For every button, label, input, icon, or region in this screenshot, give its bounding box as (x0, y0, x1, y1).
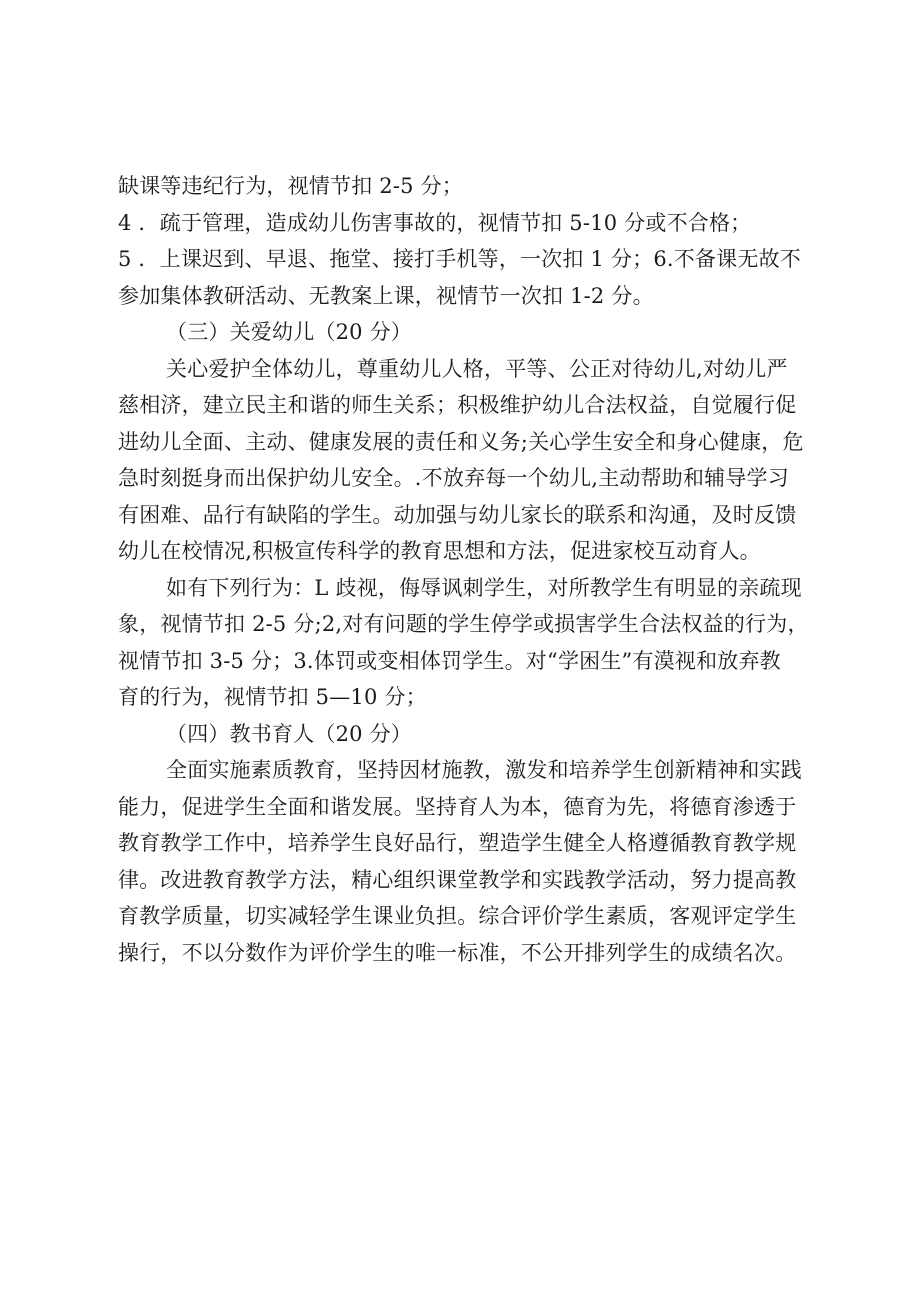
text-line: 如有下列行为：L 歧视，侮辱讽刺学生，对所教学生有明显的亲疏现 (166, 575, 802, 600)
text-line: 全面实施素质教育，坚持因材施教，激发和培养学生创新精神和实践 (166, 758, 802, 782)
text-line: 有困难、品行有缺陷的学生。动加强与幼儿家长的联系和沟通，及时反馈 (118, 502, 797, 527)
care-penalty-paragraph (118, 570, 818, 716)
rule-continuation-paragraph (118, 168, 818, 314)
text-line: 4 ．疏于管理，造成幼儿伤害事故的，视情节扣 5-10 分或不合格； (118, 210, 752, 235)
text-line: 缺课等违纪行为，视情节扣 2-5 分； (118, 174, 463, 198)
text-line: 关心爱护全体幼儿，尊重幼儿人格，平等、公正对待幼儿,对幼儿严 (166, 356, 788, 381)
text-line: 育的行为，视情节扣 5—10 分； (118, 685, 427, 709)
text-line: 育教学质量，切实减轻学生课业负担。综合评价学生素质，客观评定学生 (118, 904, 797, 928)
text-line: 象，视情节扣 2-5 分;2,对有问题的学生停学或损害学生合法权益的行为， (118, 612, 809, 636)
text-line: 教育教学工作中，培养学生良好品行，塑造学生健全人格遵循教育教学规 (118, 831, 797, 855)
text-line: 进幼儿全面、主动、健康发展的责任和义务;关心学生安全和身心健康，危 (118, 429, 804, 454)
text-line: 5 ．上课迟到、早退、拖堂、接打手机等，一次扣 1 分；6.不备课无故不 (118, 247, 801, 271)
text-line: 视情节扣 3-5 分；3.体罚或变相体罚学生。对“学困生”有漠视和放弃教 (118, 648, 781, 673)
text-line: 幼儿在校情况,积极宣传科学的教育思想和方法，促进家校互动育人。 (118, 539, 761, 563)
section-heading-teaching: （四）教书育人（20 分） (166, 721, 412, 746)
section-heading-care: （三）关爱幼儿（20 分） (166, 320, 412, 344)
text-line: 律。改进教育教学方法，精心组织课堂教学和实践教学活动，努力提高教 (118, 867, 797, 892)
text-line: 操行，不以分数作为评价学生的唯一标准，不公开排列学生的成绩名次。 (118, 940, 797, 965)
text-line: 能力，促进学生全面和谐发展。坚持育人为本，德育为先，将德育渗透于 (118, 794, 797, 819)
care-paragraph (118, 351, 818, 570)
document-body (118, 168, 818, 971)
text-line: 参加集体教研活动、无教案上课，视情节一次扣 1-2 分。 (118, 283, 654, 308)
text-line: 慈相济，建立民主和谐的师生关系；积极维护幼儿合法权益，自觉履行促 (118, 393, 797, 417)
text-line: 急时刻挺身而出保护幼儿安全。.不放弃每一个幼儿,主动帮助和辅导学习 (118, 466, 789, 490)
teaching-paragraph (118, 752, 818, 971)
